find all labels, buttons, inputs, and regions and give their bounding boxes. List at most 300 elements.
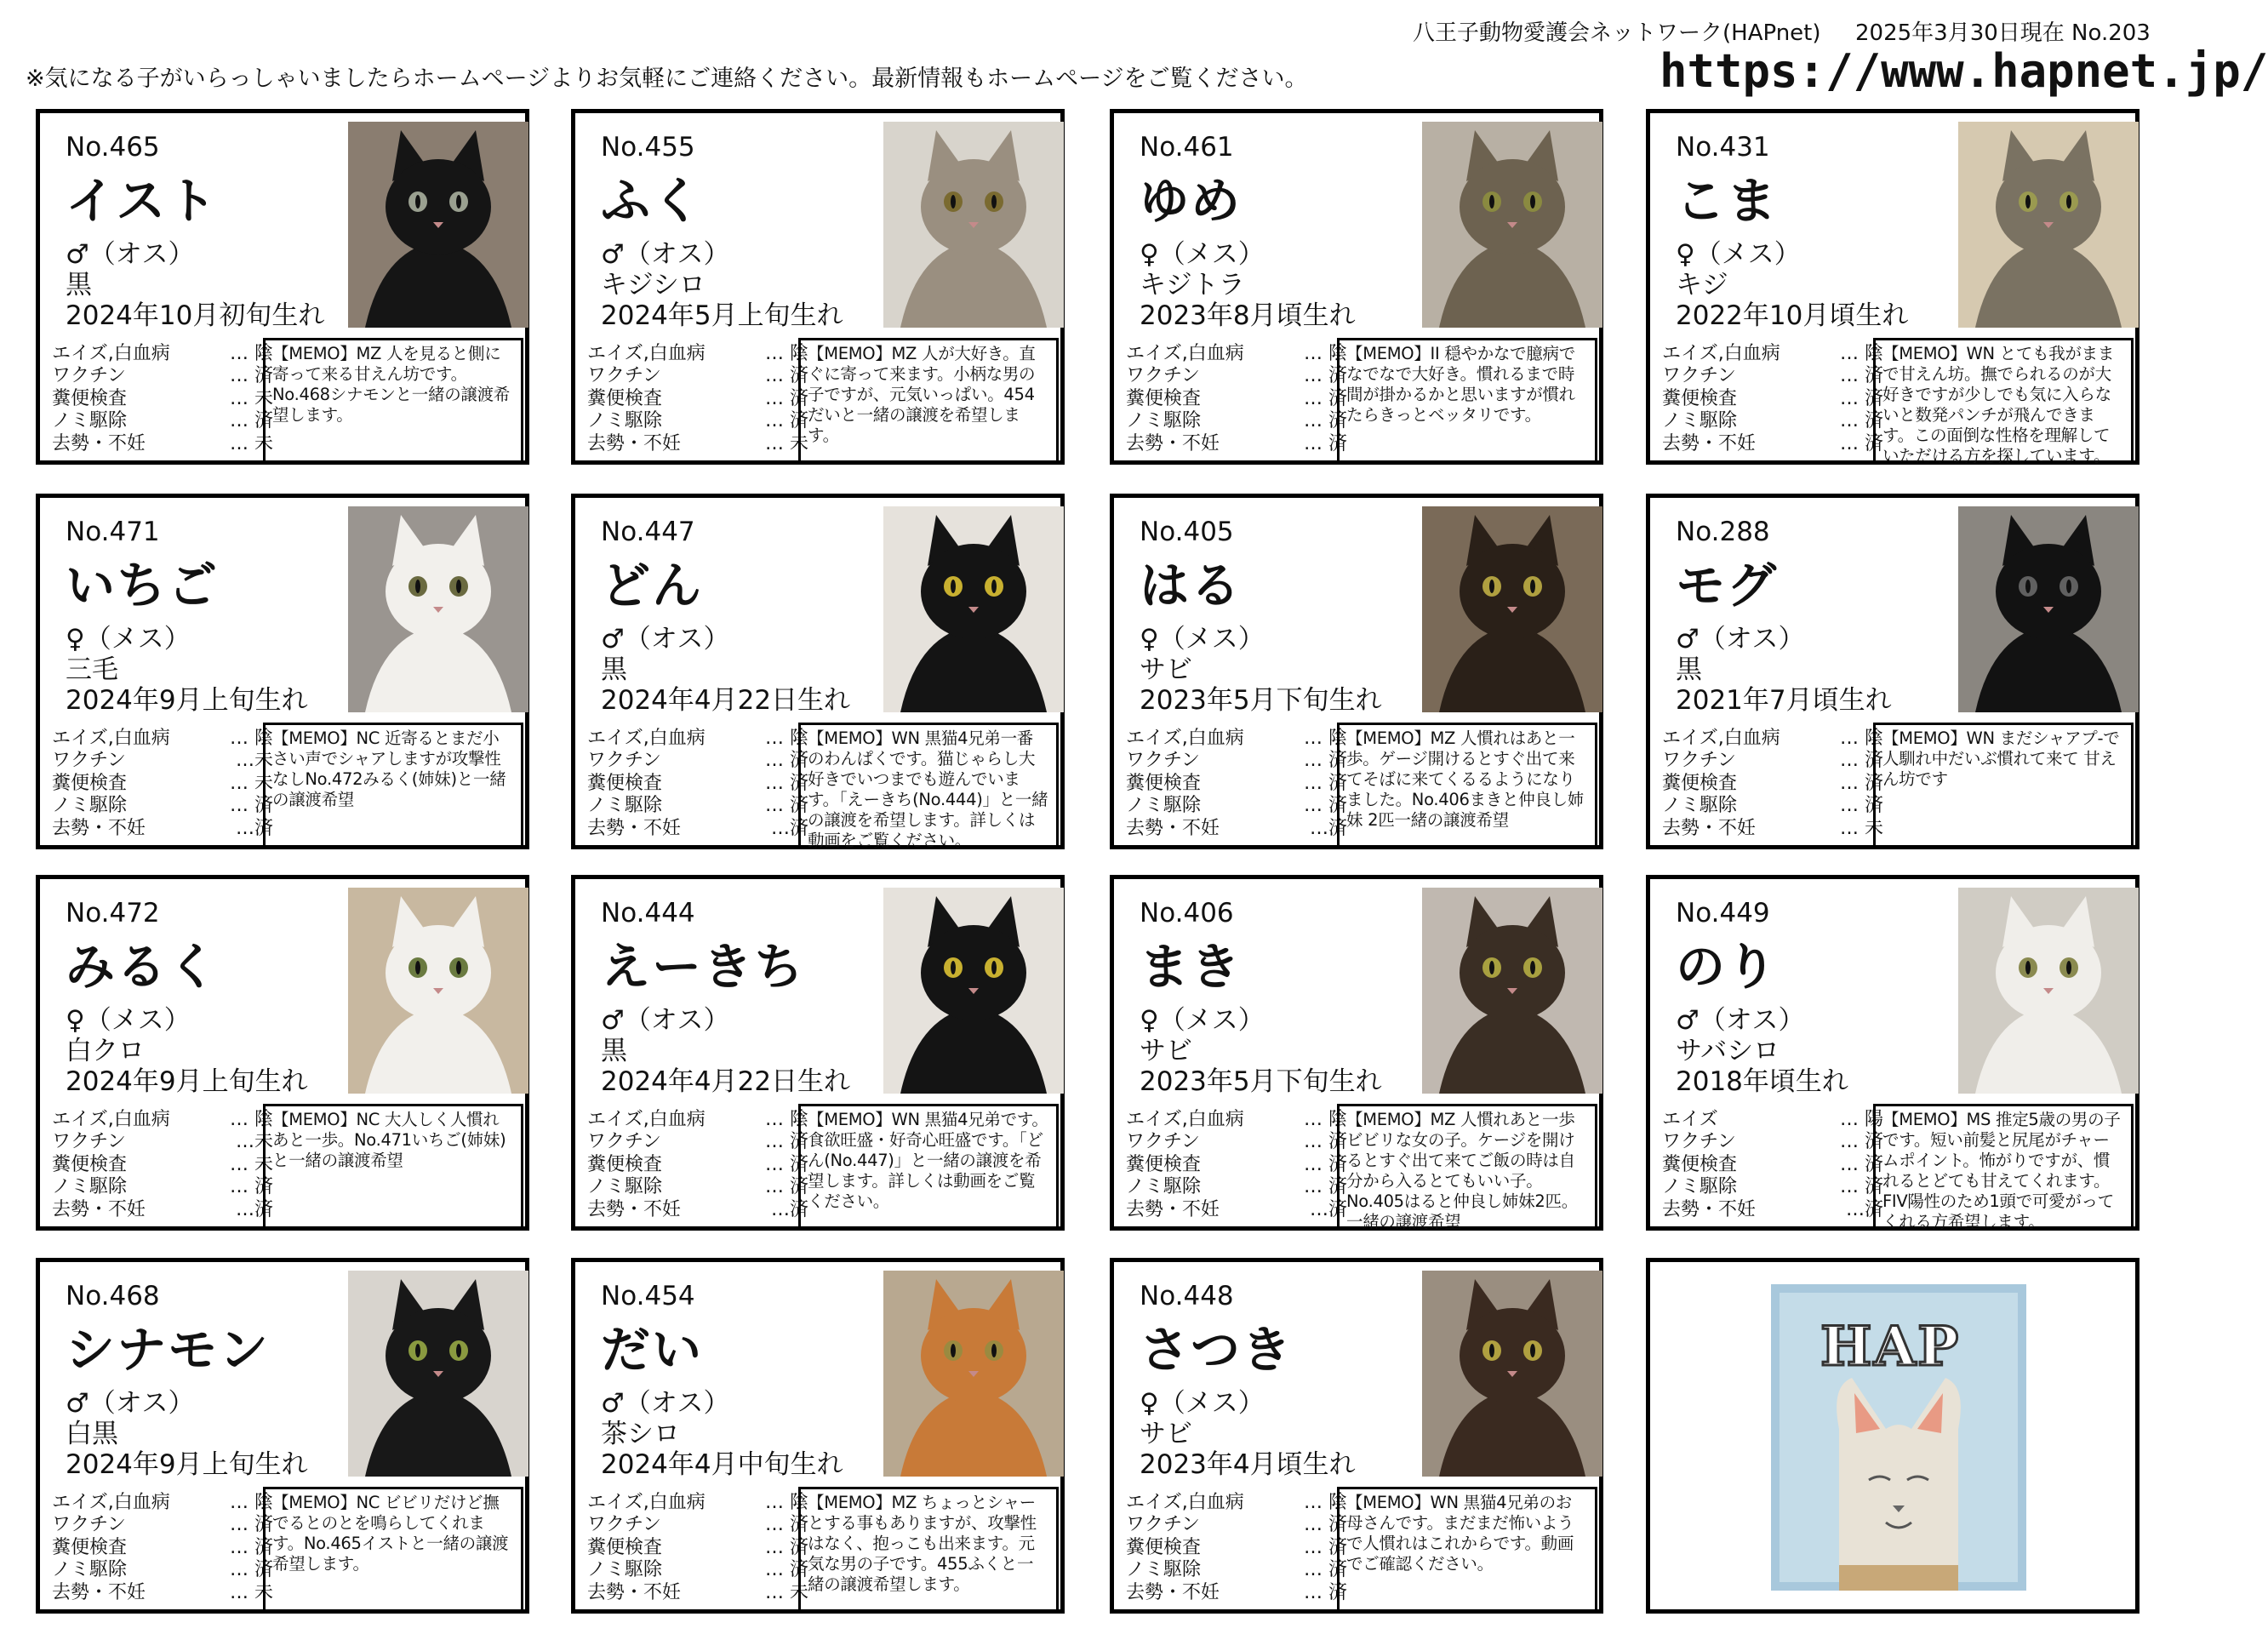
check-value: … 済 [1304, 432, 1347, 454]
cat-sex: ♂（オス） [601, 239, 730, 270]
check-value: … 未 [230, 1153, 273, 1175]
cat-card-grid [36, 109, 2150, 1624]
check-row [587, 1154, 808, 1176]
check-label: ノミ駆除 [1126, 1559, 1202, 1581]
check-label: 去勢・不妊 [1662, 817, 1757, 839]
check-row [587, 410, 808, 432]
cat-color: 白クロ [66, 1036, 145, 1066]
cat-card[interactable] [36, 875, 529, 1231]
check-label: ワクチン [52, 1131, 126, 1153]
check-label: 糞便検査 [587, 772, 663, 794]
cat-name: どん [601, 557, 704, 614]
check-row [1126, 728, 1347, 750]
cat-color: サビ [1140, 1036, 1192, 1066]
health-checks [587, 1109, 808, 1221]
cat-color: キジシロ [601, 270, 706, 300]
health-checks [1126, 1109, 1347, 1221]
check-value: … 済 [1840, 1153, 1883, 1175]
check-label: 糞便検査 [52, 1153, 128, 1175]
check-value: … 済 [765, 410, 808, 432]
check-row [587, 795, 808, 817]
cat-color: サバシロ [1676, 1036, 1780, 1066]
check-value: … 済 [1840, 795, 1883, 817]
cat-number: No.471 [66, 517, 160, 547]
check-value: … 済 [1304, 750, 1347, 772]
cat-birth: 2024年9月上旬生れ [66, 1449, 308, 1480]
cat-card[interactable] [571, 875, 1065, 1231]
check-row [1662, 750, 1883, 772]
check-label: ワクチン [1662, 365, 1736, 387]
check-row [587, 1176, 808, 1198]
cat-sex: ♀（メス） [1140, 1005, 1265, 1036]
check-label: エイズ,白血病 [587, 1492, 706, 1513]
cat-photo[interactable] [1422, 506, 1602, 712]
check-label: 去勢・不妊 [587, 817, 682, 839]
check-row [52, 1559, 273, 1581]
memo-box: 【MEMO】NC 大人しく人慣れあと一歩。No.471いちご(姉妹)と一緒の譲渡希望 [263, 1104, 523, 1230]
check-label: ワクチン [52, 365, 126, 387]
cat-name: シナモン [66, 1321, 271, 1379]
check-row [1662, 365, 1883, 387]
cat-name: いちご [66, 557, 220, 614]
check-value: … 済 [1304, 1536, 1347, 1558]
check-value: … 未 [230, 772, 273, 794]
memo-box: 【MEMO】WN 黒猫4兄弟のお母さんです。まだまだ怖いようで人慣れはこれからです。動画でご確認ください。 [1337, 1487, 1597, 1613]
cat-name: こま [1676, 172, 1779, 230]
cat-color: 黒 [66, 270, 92, 300]
check-value: … 済 [230, 1536, 273, 1558]
check-row [52, 1582, 273, 1604]
check-value: … 済 [1840, 1176, 1883, 1198]
check-row [52, 1492, 273, 1514]
check-value: … 未 [765, 1581, 808, 1603]
check-value: … 済 [1304, 772, 1347, 794]
health-checks [587, 728, 808, 840]
cat-sex: ♀（メス） [66, 1005, 191, 1036]
cat-card[interactable] [1110, 494, 1603, 849]
check-value: … 済 [765, 1559, 808, 1581]
health-checks [52, 1109, 273, 1221]
check-label: ノミ駆除 [587, 1176, 663, 1198]
check-value: … 済 [230, 365, 273, 387]
check-row [587, 1492, 808, 1514]
cat-birth: 2024年4月22日生れ [601, 1066, 851, 1097]
check-label: ノミ駆除 [52, 410, 128, 432]
health-checks [587, 1492, 808, 1604]
cat-name: モグ [1676, 557, 1779, 614]
cat-name: みるく [66, 938, 220, 996]
check-value: … 済 [1304, 1153, 1347, 1175]
check-label: ワクチン [587, 1514, 661, 1536]
check-label: ワクチン [587, 365, 661, 387]
cat-card[interactable] [36, 109, 529, 465]
check-value: … 済 [1304, 387, 1347, 409]
check-row [52, 1109, 273, 1131]
cat-card[interactable] [1646, 875, 2139, 1231]
check-label: 糞便検査 [587, 1153, 663, 1175]
cat-photo[interactable] [348, 506, 528, 712]
check-label: 糞便検査 [1126, 1536, 1202, 1558]
check-label: ノミ駆除 [1662, 1176, 1738, 1198]
check-value: … 陰 [1840, 728, 1883, 749]
cat-photo[interactable] [348, 888, 528, 1094]
cat-birth: 2021年7月頃生れ [1676, 685, 1892, 716]
check-value: … 済 [1304, 1131, 1347, 1153]
check-row [1126, 1154, 1347, 1176]
check-value: … 済 [1840, 410, 1883, 432]
check-label: エイズ,白血病 [1126, 728, 1244, 749]
check-value: … 済 [765, 1514, 808, 1536]
check-row [1662, 795, 1883, 817]
memo-box: 【MEMO】WN まだシャアプ-で人馴れ中だいぶ慣れて来て 甘えん坊です [1873, 723, 2134, 848]
check-label: エイズ,白血病 [1126, 1492, 1244, 1513]
memo-box: 【MEMO】II 穏やかなで臆病でなでなで大好き。慣れるまで時間が掛かるかと思いますが慣れたらきっとベッタリです。 [1337, 338, 1597, 464]
check-label: 去勢・不妊 [1126, 432, 1220, 454]
check-value: … 済 [765, 387, 808, 409]
check-label: エイズ,白血病 [587, 728, 706, 749]
cat-photo[interactable] [883, 122, 1064, 328]
check-value: …未 [235, 1131, 273, 1153]
memo-box: 【MEMO】MZ 人が大好き。直ぐに寄って来ます。小柄な男の子ですが、元気いっぱい。454だいと一緒の譲渡を希望します。 [798, 338, 1059, 464]
cat-card[interactable] [1110, 109, 1603, 465]
cat-birth: 2023年5月下旬生れ [1140, 1066, 1382, 1097]
check-row [587, 728, 808, 750]
cat-birth: 2022年10月頃生れ [1676, 300, 1909, 331]
memo-box: 【MEMO】MS 推定5歳の男の子です。短い前髪と尻尾がチャームポイント。怖がりですが、慣れるとどても甘えてくれます。FIV陽性のため1頭で可愛がってくれる方希望します。 [1873, 1104, 2134, 1230]
check-label: エイズ,白血病 [52, 1492, 170, 1513]
check-label: ワクチン [587, 750, 661, 772]
check-label: 糞便検査 [1662, 387, 1738, 409]
logo-text: HAP [1820, 1315, 1961, 1379]
cat-card[interactable] [36, 494, 529, 849]
check-row [1126, 1582, 1347, 1604]
organization-name: 八王子動物愛護会ネットワーク(HAPnet) [1413, 20, 1821, 46]
cat-name: えーきち [601, 938, 806, 996]
cat-photo[interactable] [1422, 888, 1602, 1094]
check-row [1126, 433, 1347, 455]
check-row [1662, 773, 1883, 795]
check-label: 糞便検査 [1662, 772, 1738, 794]
check-value: … 済 [765, 365, 808, 387]
cat-card[interactable] [571, 109, 1065, 465]
cat-name: まき [1140, 938, 1243, 996]
cat-photo[interactable] [1422, 122, 1602, 328]
check-label: 糞便検査 [1126, 772, 1202, 794]
check-value: … 陰 [765, 1109, 808, 1130]
cat-photo[interactable] [1958, 122, 2139, 328]
check-row [52, 1514, 273, 1536]
check-value: … 陰 [230, 1492, 273, 1513]
cat-color: 茶シロ [601, 1419, 680, 1449]
check-value: … 済 [1840, 365, 1883, 387]
cat-photo[interactable] [1958, 888, 2139, 1094]
cat-birth: 2024年4月中旬生れ [601, 1449, 843, 1480]
memo-box: 【MEMO】MZ 人慣れあと一歩ビビリな女の子。ケージを開けるとすぐ出て来てご飯の時は自分から入るとてもいい子。No.405はると仲良し姉妹2匹。一緒の譲渡希望 [1337, 1104, 1597, 1230]
check-row [1126, 1109, 1347, 1131]
cat-card[interactable] [571, 494, 1065, 849]
cat-sex: ♂（オス） [1676, 1005, 1805, 1036]
cat-sex: ♂（オス） [1676, 624, 1805, 654]
cat-sex: ♂（オス） [66, 239, 195, 270]
cat-color: 黒 [601, 654, 627, 685]
check-row [587, 1131, 808, 1153]
cat-color: 黒 [601, 1036, 627, 1066]
cat-name: はる [1140, 557, 1243, 614]
check-value: … 未 [230, 432, 273, 454]
check-row [1126, 1559, 1347, 1581]
check-label: ワクチン [587, 1131, 661, 1153]
check-label: ノミ駆除 [1126, 1176, 1202, 1198]
check-label: エイズ,白血病 [1662, 728, 1780, 749]
cat-number: No.468 [66, 1281, 160, 1311]
check-value: …済 [235, 1198, 273, 1220]
cat-card[interactable] [36, 1258, 529, 1614]
check-row [1662, 1176, 1883, 1198]
check-row [1662, 388, 1883, 410]
check-value: … 未 [1840, 817, 1883, 839]
check-value: … 済 [1840, 772, 1883, 794]
check-label: ノミ駆除 [52, 795, 128, 817]
health-checks [1126, 343, 1347, 455]
check-row [52, 750, 273, 772]
check-label: 糞便検査 [1126, 387, 1202, 409]
check-row [52, 818, 273, 840]
cat-number: No.454 [601, 1281, 695, 1311]
check-label: ノミ駆除 [587, 1559, 663, 1581]
cat-number: No.465 [66, 132, 160, 163]
cat-number: No.455 [601, 132, 695, 163]
cat-color: サビ [1140, 654, 1192, 685]
check-row [1126, 343, 1347, 365]
cat-photo[interactable] [348, 122, 528, 328]
check-value: …済 [770, 1198, 808, 1220]
health-checks [52, 1492, 273, 1604]
cat-number: No.288 [1676, 517, 1770, 547]
check-label: エイズ,白血病 [52, 1109, 170, 1130]
check-value: … 済 [1840, 1131, 1883, 1153]
check-value: … 陰 [765, 1492, 808, 1513]
cat-card[interactable] [571, 1258, 1065, 1614]
check-value: … 済 [230, 1559, 273, 1581]
check-label: 糞便検査 [1126, 1153, 1202, 1175]
memo-box: 【MEMO】WN 黒猫4兄弟一番のわんぱくです。猫じゃらし大好きでいつまでも遊んでいます。「えーきち(No.444)」と一緒の譲渡を希望します。詳しくは動画をご覧ください。 [798, 723, 1059, 848]
check-row [1662, 1131, 1883, 1153]
memo-box: 【MEMO】NC 近寄るとまだ小さい声でシャアしますが攻撃性なしNo.472みるく(姉妹)と一緒の譲渡希望 [263, 723, 523, 848]
check-row [1662, 1109, 1883, 1131]
memo-box: 【MEMO】MZ 人慣れはあと一歩。ゲージ開けるとすぐ出て来てそばに来てくるるようになりました。No.406まきと仲良し姉妹 2匹一緒の譲渡希望 [1337, 723, 1597, 848]
health-checks [1662, 343, 1883, 455]
health-checks [1126, 1492, 1347, 1604]
check-value: … 済 [1304, 795, 1347, 817]
check-row [1662, 1154, 1883, 1176]
check-label: 糞便検査 [1662, 1153, 1738, 1175]
health-checks [587, 343, 808, 455]
check-row [1662, 1199, 1883, 1221]
check-label: ノミ駆除 [52, 1176, 128, 1198]
check-row [1662, 343, 1883, 365]
check-value: …未 [235, 750, 273, 772]
check-value: … 未 [230, 1581, 273, 1603]
cat-color: キジトラ [1140, 270, 1245, 300]
cat-number: No.461 [1140, 132, 1234, 163]
check-value: … 済 [1304, 410, 1347, 432]
check-row [52, 795, 273, 817]
check-label: エイズ,白血病 [1126, 1109, 1244, 1130]
check-value: … 済 [230, 795, 273, 817]
check-label: エイズ,白血病 [52, 343, 170, 364]
cat-birth: 2023年5月下旬生れ [1140, 685, 1382, 716]
check-value: … 済 [1840, 432, 1883, 454]
check-value: … 済 [1304, 1559, 1347, 1581]
cat-number: No.448 [1140, 1281, 1234, 1311]
check-row [1662, 433, 1883, 455]
memo-box: 【MEMO】MZ 人を見ると側に寄って来る甘えん坊です。No.468シナモンと一緒の譲渡希望します。 [263, 338, 523, 464]
check-row [587, 1514, 808, 1536]
cat-photo[interactable] [883, 888, 1064, 1094]
check-row [52, 1131, 273, 1153]
check-value: … 済 [1840, 387, 1883, 409]
check-value: … 済 [765, 772, 808, 794]
check-value: … 済 [1304, 1176, 1347, 1198]
check-label: ワクチン [52, 750, 126, 772]
cat-sex: ♀（メス） [1140, 1388, 1265, 1419]
check-row [1126, 1492, 1347, 1514]
check-value: … 済 [1840, 750, 1883, 772]
check-value: … 陰 [230, 1109, 273, 1130]
check-label: ワクチン [1662, 1131, 1736, 1153]
check-row [587, 388, 808, 410]
check-label: エイズ,白血病 [1126, 343, 1244, 364]
cat-card[interactable] [1110, 875, 1603, 1231]
cat-number: No.444 [601, 898, 695, 928]
check-value: … 済 [765, 795, 808, 817]
check-row [587, 365, 808, 387]
cat-name: ゆめ [1140, 172, 1243, 230]
check-value: … 済 [230, 1176, 273, 1198]
check-value: …済 [235, 817, 273, 839]
cat-card[interactable] [1110, 1258, 1603, 1614]
check-value: … 陰 [1304, 1109, 1347, 1130]
health-checks [1662, 728, 1883, 840]
check-label: 糞便検査 [587, 387, 663, 409]
check-value: … 陰 [1304, 343, 1347, 364]
cat-color: 黒 [1676, 654, 1702, 685]
cat-photo[interactable] [1422, 1271, 1602, 1477]
check-row [1126, 773, 1347, 795]
check-value: …済 [1845, 1198, 1883, 1220]
cat-number: No.449 [1676, 898, 1770, 928]
check-label: 去勢・不妊 [1662, 1198, 1757, 1220]
cat-birth: 2023年8月頃生れ [1140, 300, 1356, 331]
check-row [52, 1199, 273, 1221]
cat-color: 三毛 [66, 654, 118, 685]
contact-note: ※気になる子がいらっしゃいましたらホームページよりお気軽にご連絡ください。最新情報もホームページをご覧ください。 [26, 66, 1308, 92]
cat-birth: 2023年4月頃生れ [1140, 1449, 1356, 1480]
cat-sex: ♀（メス） [1140, 239, 1265, 270]
check-row [587, 433, 808, 455]
check-row [1662, 728, 1883, 750]
check-value: … 済 [230, 410, 273, 432]
cat-birth: 2024年4月22日生れ [601, 685, 851, 716]
check-value: … 済 [765, 1131, 808, 1153]
check-row [52, 1537, 273, 1559]
cat-name: ふく [601, 172, 704, 230]
check-row [1126, 410, 1347, 432]
check-row [1126, 750, 1347, 772]
check-label: エイズ,白血病 [587, 1109, 706, 1130]
cat-sex: ♀（メス） [1676, 239, 1801, 270]
check-row [587, 1109, 808, 1131]
check-value: … 済 [230, 1514, 273, 1536]
check-value: … 陰 [230, 343, 273, 364]
check-row [52, 1176, 273, 1198]
cat-name: のり [1676, 938, 1779, 996]
check-row [52, 365, 273, 387]
health-checks [52, 728, 273, 840]
check-row [587, 1199, 808, 1221]
check-row [587, 1582, 808, 1604]
cat-card[interactable] [1646, 109, 2139, 465]
cat-number: No.406 [1140, 898, 1234, 928]
health-checks [1662, 1109, 1883, 1221]
check-label: 去勢・不妊 [587, 432, 682, 454]
check-row [1126, 795, 1347, 817]
cat-photo[interactable] [883, 1271, 1064, 1477]
cat-sex: ♀（メス） [1140, 624, 1265, 654]
check-row [1126, 1537, 1347, 1559]
check-value: … 未 [765, 432, 808, 454]
issue-date: 2025年3月30日現在 No.203 [1855, 20, 2151, 46]
check-row [1126, 1514, 1347, 1536]
check-row [1126, 1131, 1347, 1153]
logo-card [1646, 1258, 2139, 1614]
check-label: 糞便検査 [587, 1536, 663, 1558]
check-label: ワクチン [1126, 1514, 1200, 1536]
check-label: ノミ駆除 [1126, 410, 1202, 432]
health-checks [1126, 728, 1347, 840]
website-url[interactable]: https://www.hapnet.jp/ [1660, 44, 2268, 98]
check-label: ノミ駆除 [1662, 410, 1738, 432]
check-label: ノミ駆除 [1662, 795, 1738, 817]
check-label: エイズ [1662, 1109, 1718, 1130]
cat-sex: ♀（メス） [66, 624, 191, 654]
check-row [52, 343, 273, 365]
check-value: … 陰 [1304, 1492, 1347, 1513]
check-label: エイズ,白血病 [1662, 343, 1780, 364]
cat-photo[interactable] [1958, 506, 2139, 712]
check-value: … 済 [765, 1153, 808, 1175]
check-row [52, 410, 273, 432]
check-row [587, 818, 808, 840]
check-row [52, 728, 273, 750]
check-value: … 陰 [765, 343, 808, 364]
cat-sex: ♂（オス） [601, 624, 730, 654]
cat-birth: 2018年頃生れ [1676, 1066, 1848, 1097]
cat-birth: 2024年9月上旬生れ [66, 1066, 308, 1097]
memo-box: 【MEMO】WN 黒猫4兄弟です。食欲旺盛・好奇心旺盛です。「どん(No.447)」と一緒の譲渡を希望します。詳しくは動画をご覧ください。 [798, 1104, 1059, 1230]
cat-photo[interactable] [348, 1271, 528, 1477]
check-row [1662, 818, 1883, 840]
memo-box: 【MEMO】MZ ちょっとシャーとする事もありますが、攻撃性はなく、抱っこも出来ます。元気な男の子です。455ふくと一緒の譲渡希望します。 [798, 1487, 1059, 1613]
check-label: ノミ駆除 [52, 1559, 128, 1581]
cat-number: No.447 [601, 517, 695, 547]
cat-name: だい [601, 1321, 704, 1379]
check-row [52, 433, 273, 455]
cat-card[interactable] [1646, 494, 2139, 849]
check-label: ノミ駆除 [587, 410, 663, 432]
check-label: エイズ,白血病 [52, 728, 170, 749]
cat-photo[interactable] [883, 506, 1064, 712]
